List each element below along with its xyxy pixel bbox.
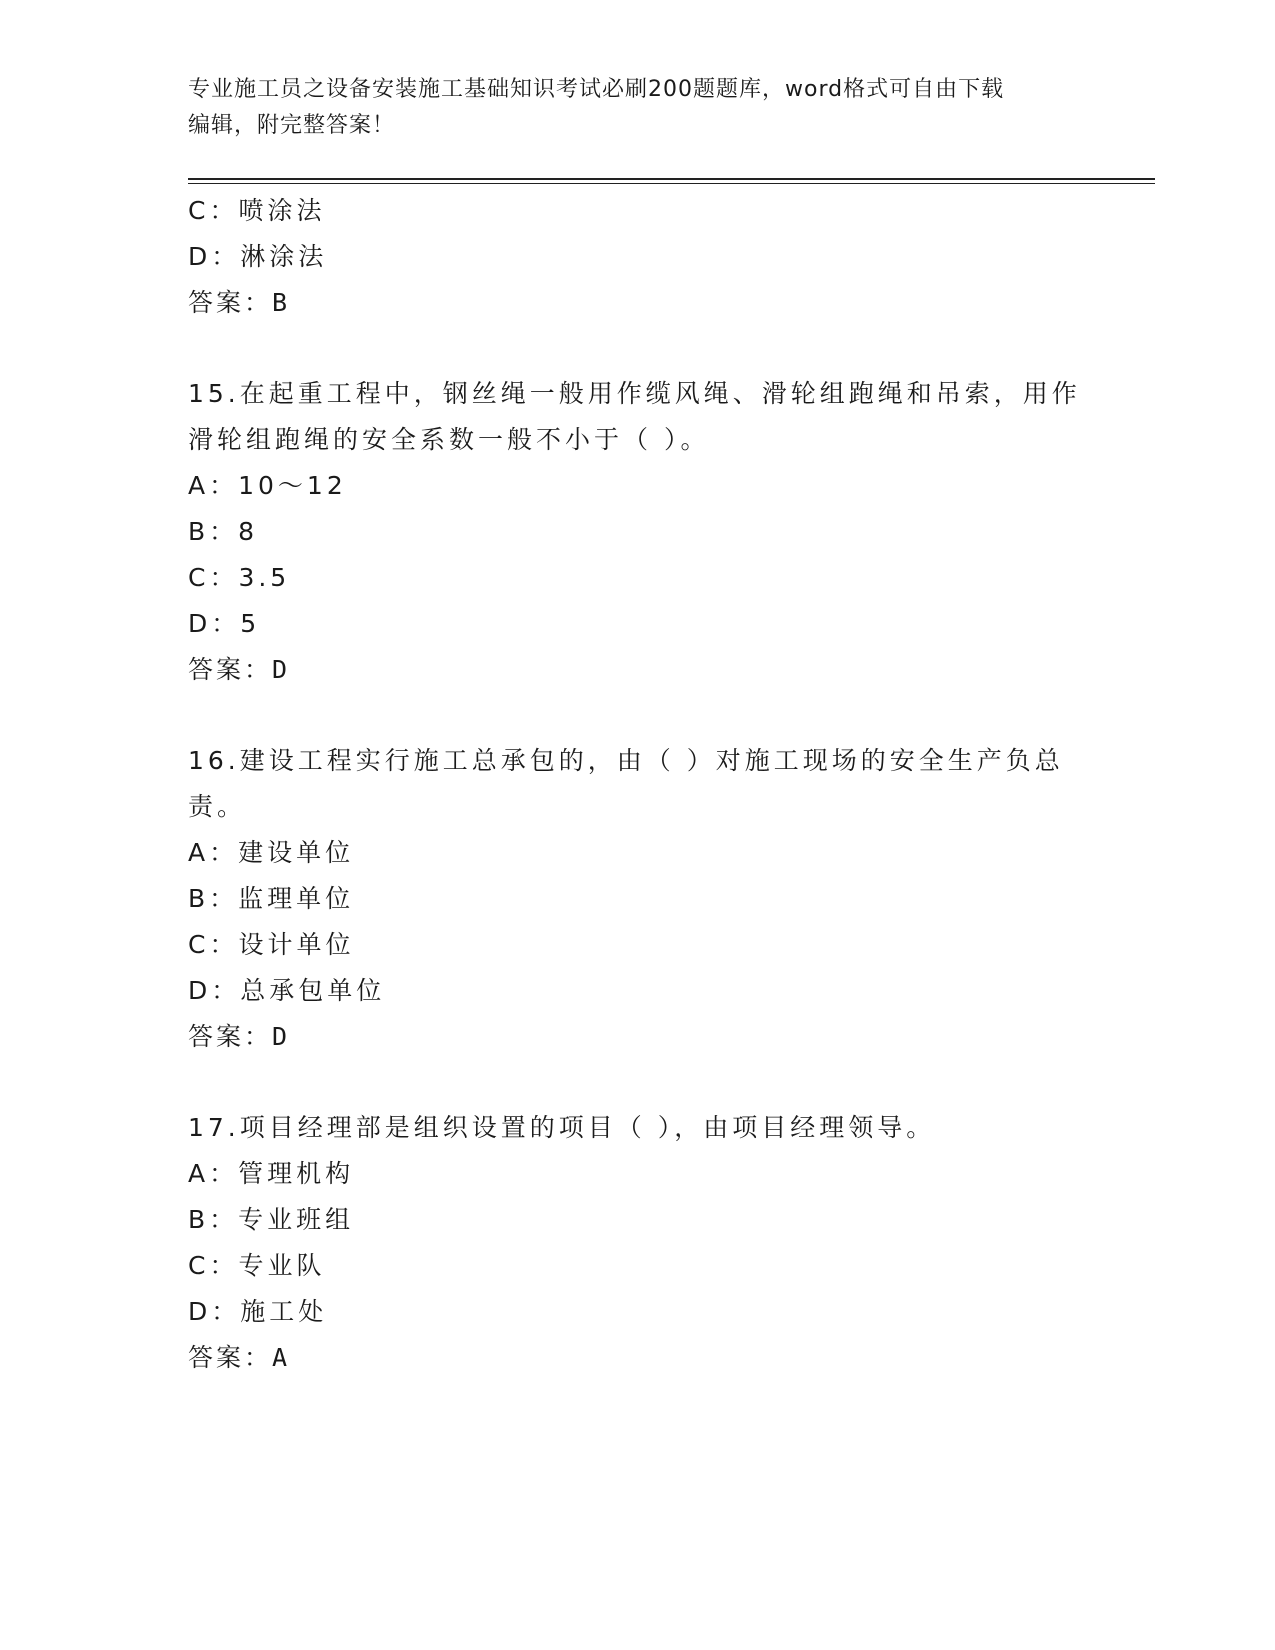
question-text-line: 15.在起重工程中，钢丝绳一般用作缆风绳、滑轮组跑绳和吊索，用作 [188,379,1081,408]
answer-option: D：淋涂法 [188,242,328,271]
answer-line [188,1335,1088,1381]
answer-option: B：8 [188,517,259,546]
answer-option: B：监理单位 [188,884,355,913]
question-text-line: 滑轮组跑绳的安全系数一般不小于（ ）。 [188,425,710,454]
answer-option: C：喷涂法 [188,196,326,225]
answer-label: 答案： [188,655,273,684]
answer-label: 答案： [188,1343,273,1372]
block-spacer [188,326,1088,371]
answer-option: C：设计单位 [188,930,355,959]
answer-option: D：施工处 [188,1297,328,1326]
header-divider-thick [188,178,1155,180]
header-title-line-2: 编辑，附完整答案！ [188,113,396,138]
question-text-line: 责。 [188,792,247,821]
header-divider-thin [188,183,1155,184]
answer-line [188,280,1088,326]
answer-value: D [272,1022,290,1051]
answer-option: D：总承包单位 [188,976,386,1005]
answer-line [188,1014,1088,1060]
answer-option: C：3.5 [188,563,291,592]
question-block [188,371,1088,693]
question-text-line: 17.项目经理部是组织设置的项目（ ），由项目经理领导。 [188,1113,936,1142]
answer-option: B：专业班组 [188,1205,355,1234]
answer-value: D [272,655,290,684]
answer-value: B [272,288,290,317]
question-block [188,738,1088,1060]
question-text-line: 16.建设工程实行施工总承包的，由（ ）对施工现场的安全生产负总 [188,746,1064,775]
answer-line [188,647,1088,693]
question-list [188,188,1088,1381]
document-header [188,72,1088,144]
answer-label: 答案： [188,288,273,317]
answer-option: D：5 [188,609,261,638]
block-spacer [188,1060,1088,1105]
answer-label: 答案： [188,1022,273,1051]
answer-option: A：10～12 [188,471,347,500]
block-spacer [188,693,1088,738]
question-block [188,188,1088,326]
answer-option: A：管理机构 [188,1159,355,1188]
answer-value: A [272,1343,290,1372]
question-block [188,1105,1088,1381]
header-title-line-1: 专业施工员之设备安装施工基础知识考试必刷200题题库，word格式可自由下载 [188,77,1005,102]
answer-option: C：专业队 [188,1251,326,1280]
answer-option: A：建设单位 [188,838,355,867]
